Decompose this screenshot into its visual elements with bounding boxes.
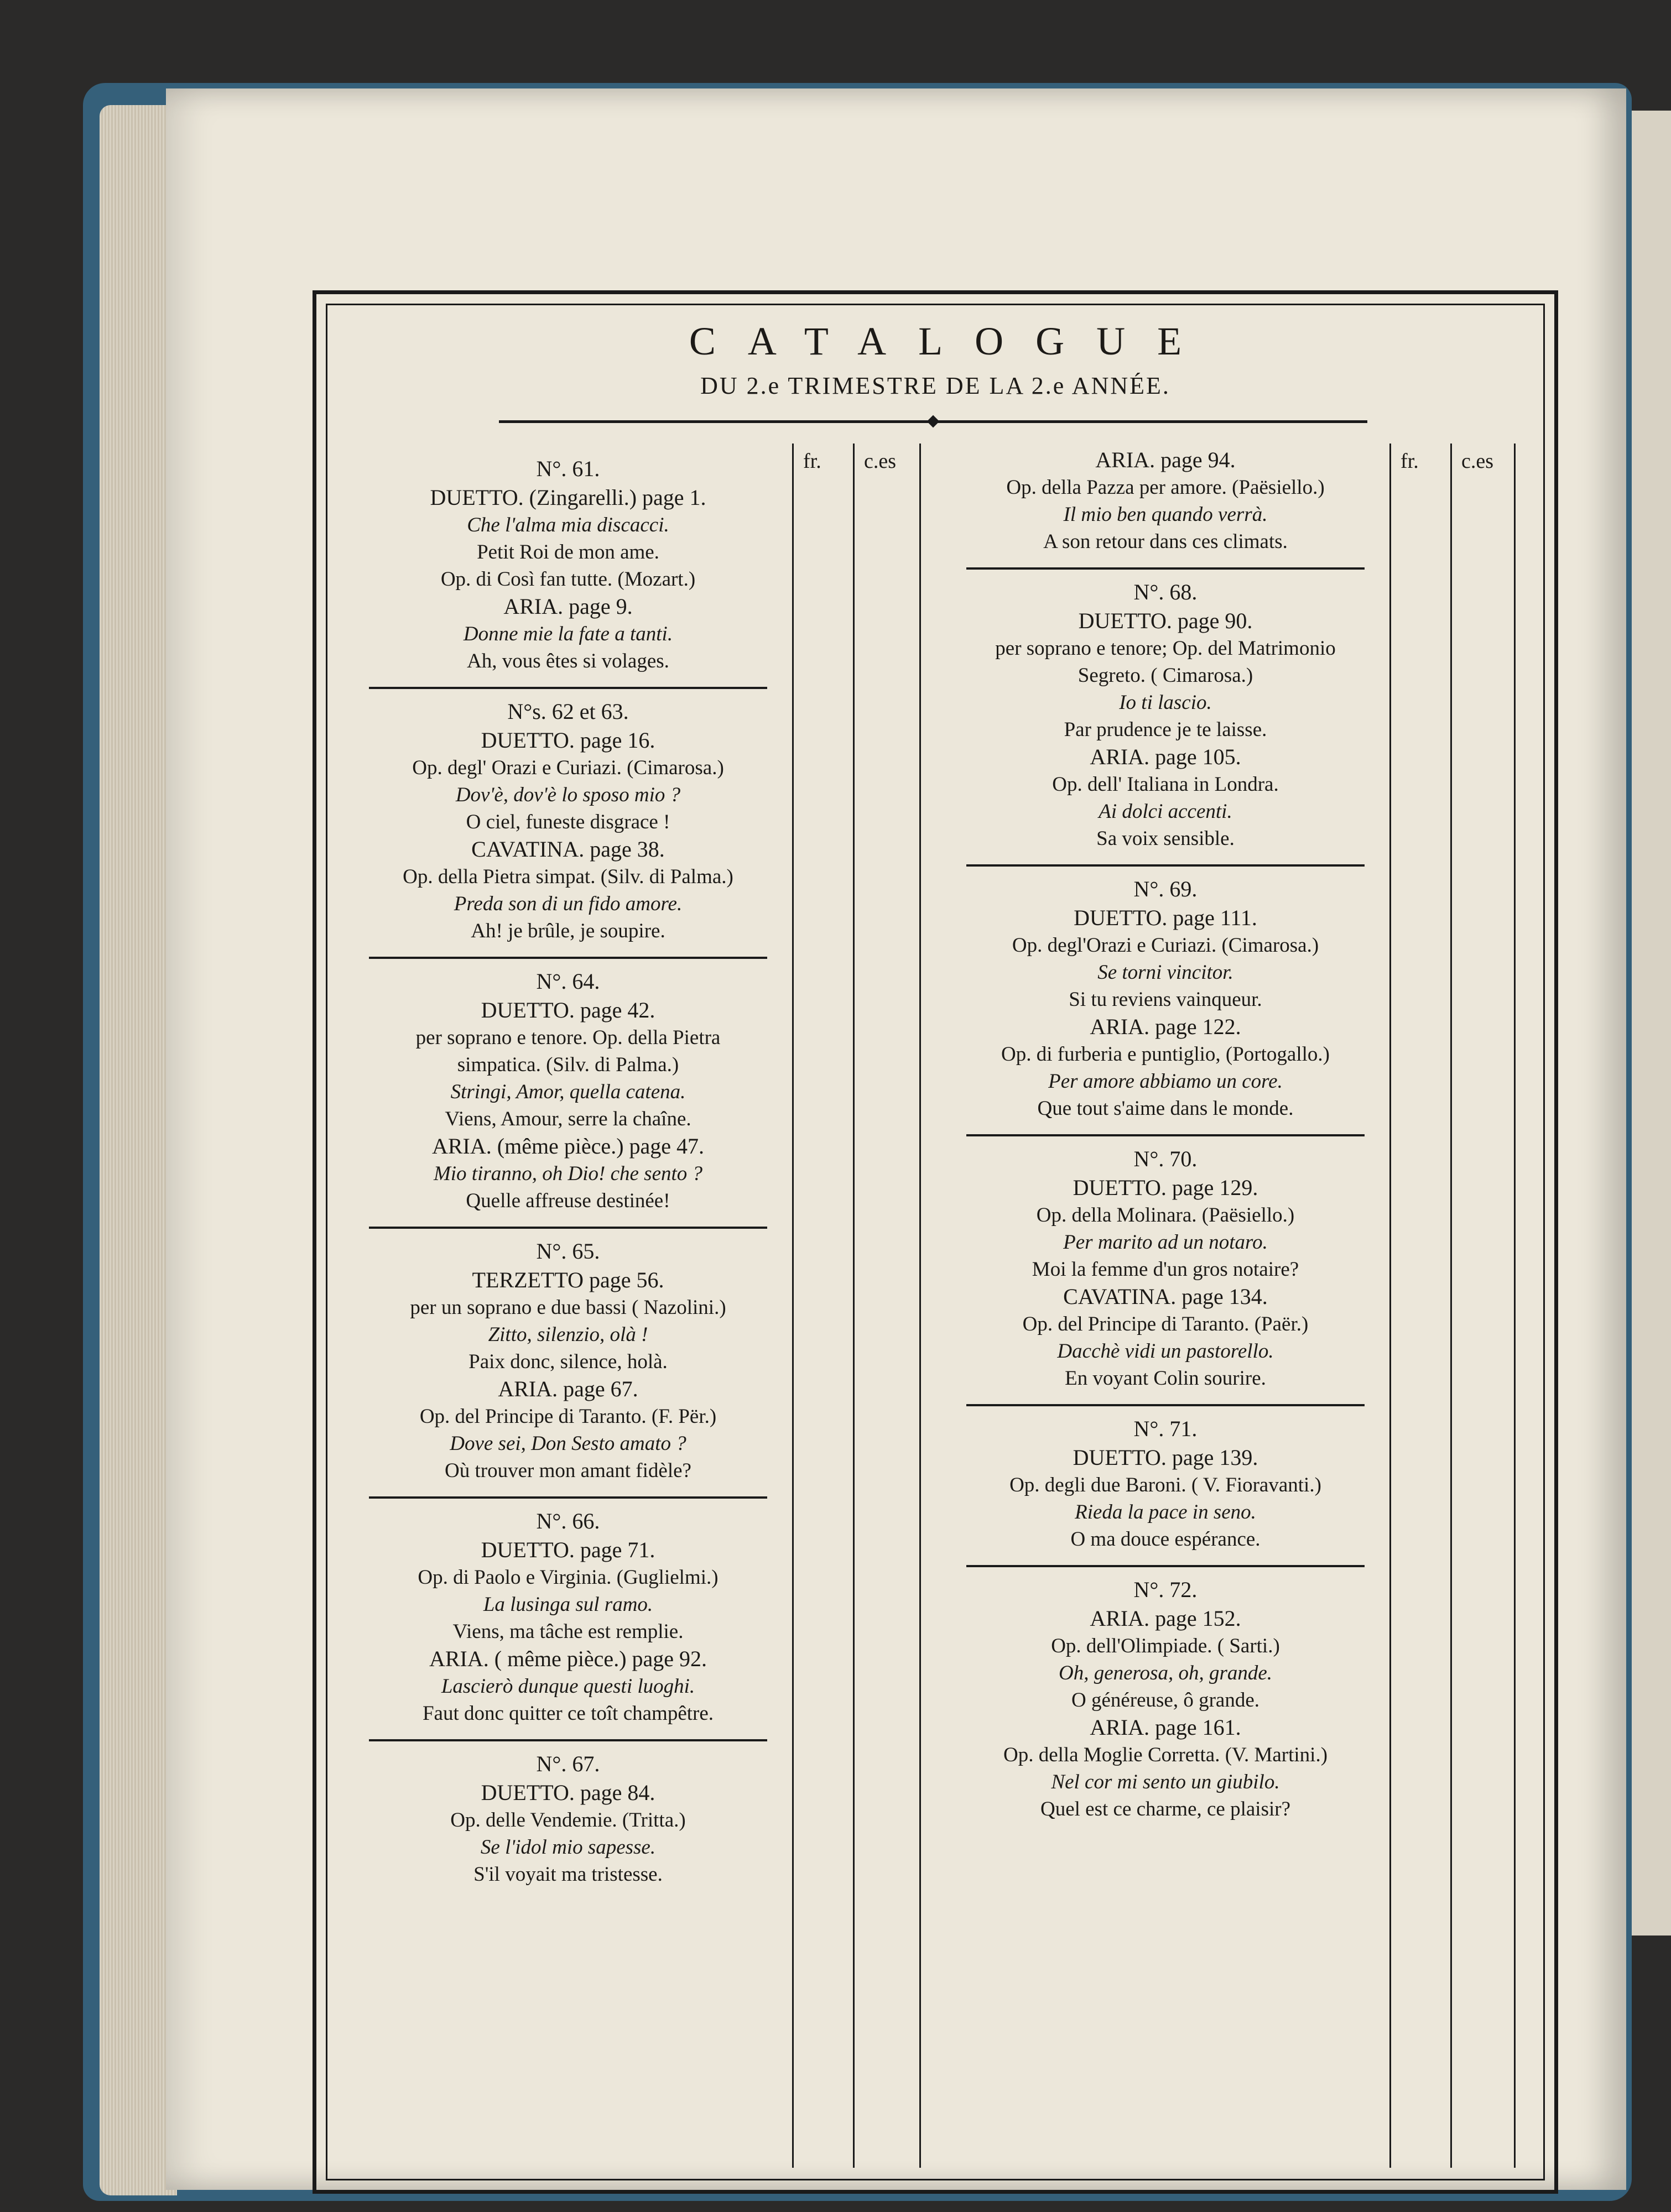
piece-heading: CAVATINA. page 134. [1063, 1284, 1268, 1309]
piece-heading: ARIA. ( même pièce.) page 92. [429, 1646, 707, 1671]
catalogue-entry [358, 454, 778, 675]
french-incipit: Où trouver mon amant fidèle? [445, 1459, 691, 1482]
french-incipit: Viens, Amour, serre la chaîne. [445, 1108, 691, 1130]
french-incipit: Paix donc, silence, holà. [468, 1350, 668, 1373]
italian-incipit: La lusinga sul ramo. [483, 1593, 653, 1616]
italian-incipit: Ai dolci accenti. [1099, 800, 1232, 823]
italian-incipit: Dov'è, dov'è lo sposo mio ? [455, 784, 681, 806]
french-incipit: Par prudence je te laisse. [1064, 718, 1267, 741]
col-header-centimes: c.es [1461, 450, 1494, 473]
page-title: CATALOGUE [689, 319, 1214, 363]
catalogue-entry [955, 577, 1376, 852]
entry-number: N°. 67. [536, 1751, 600, 1776]
column-rule [792, 444, 794, 2168]
catalogue-entry [358, 1749, 778, 1888]
italian-incipit: Per marito ad un notaro. [1063, 1231, 1268, 1254]
opera-line: Op. degl'Orazi e Curiazi. (Cimarosa.) [1012, 934, 1319, 957]
french-incipit: Quelle affreuse destinée! [466, 1190, 670, 1212]
french-incipit: Ah, vous êtes si volages. [467, 650, 669, 672]
opera-line: Op. degl' Orazi e Curiazi. (Cimarosa.) [412, 757, 724, 779]
french-incipit: O généreuse, ô grande. [1071, 1689, 1260, 1712]
italian-incipit: Se l'idol mio sapesse. [480, 1836, 656, 1859]
piece-heading: ARIA. page 67. [498, 1376, 638, 1401]
italian-incipit: Preda son di un fido amore. [454, 893, 683, 915]
italian-incipit: Zitto, silenzio, olà ! [488, 1323, 648, 1346]
catalogue-entry [358, 1237, 778, 1484]
opera-line: Op. della Molinara. (Paësiello.) [1036, 1204, 1295, 1227]
entry-separator [966, 567, 1365, 570]
catalogue-entry [955, 446, 1376, 555]
catalogue-header [316, 316, 1554, 400]
ornament-rule [499, 416, 1367, 427]
entry-number: N°. 65. [536, 1239, 600, 1264]
entry-separator [369, 1227, 767, 1229]
page-edges [100, 105, 177, 2195]
italian-incipit: Il mio ben quando verrà. [1063, 503, 1268, 526]
opera-line: per soprano e tenore. Op. della Pietra [415, 1026, 721, 1049]
piece-heading: DUETTO. (Zingarelli.) page 1. [430, 485, 706, 510]
entry-separator [369, 957, 767, 959]
entry-separator [966, 864, 1365, 867]
opera-line: per un soprano e due bassi ( Nazolini.) [410, 1296, 726, 1319]
entry-number: N°. 66. [536, 1509, 600, 1533]
french-incipit: Petit Roi de mon ame. [477, 541, 659, 564]
piece-heading: ARIA. page 152. [1090, 1606, 1241, 1631]
column-rule [853, 444, 855, 2168]
col-header-francs: fr. [803, 450, 821, 473]
french-incipit: Faut donc quitter ce toît champêtre. [422, 1702, 714, 1725]
column-rule [1450, 444, 1452, 2168]
catalogue-entry [955, 1144, 1376, 1392]
piece-heading: ARIA. (même pièce.) page 47. [431, 1134, 705, 1159]
french-incipit: O ma douce espérance. [1070, 1528, 1261, 1551]
opera-line: Op. del Principe di Taranto. (Paër.) [1022, 1313, 1309, 1335]
piece-heading: ARIA. page 9. [503, 594, 633, 619]
right-column [955, 446, 1376, 1823]
french-incipit: Que tout s'aime dans le monde. [1037, 1097, 1294, 1120]
col-header-francs: fr. [1401, 450, 1419, 473]
opera-line: Op. di furberia e puntiglio, (Portogallo.) [1001, 1043, 1330, 1066]
italian-incipit: Stringi, Amor, quella catena. [450, 1081, 686, 1103]
french-incipit: O ciel, funeste disgrace ! [466, 811, 670, 833]
catalogue-frame [313, 290, 1558, 2194]
piece-heading: DUETTO. page 16. [481, 728, 655, 753]
piece-heading: ARIA. page 161. [1090, 1715, 1241, 1740]
entry-number: N°. 72. [1133, 1577, 1198, 1602]
catalogue-entry [358, 1506, 778, 1727]
entry-separator [966, 1565, 1365, 1567]
opera-line: Op. del Principe di Taranto. (F. Për.) [419, 1405, 717, 1428]
entry-number: N°. 68. [1133, 580, 1198, 604]
diamond-ornament [927, 415, 940, 428]
piece-heading: DUETTO. page 111. [1074, 905, 1257, 930]
italian-incipit: Rieda la pace in seno. [1075, 1501, 1256, 1524]
italian-incipit: Se torni vincitor. [1097, 961, 1233, 984]
next-page-edge [1632, 111, 1671, 1936]
french-incipit: Ah! je brûle, je soupire. [471, 920, 665, 942]
entry-number: N°. 61. [536, 456, 600, 481]
entry-number: N°. 64. [536, 969, 600, 994]
piece-heading: DUETTO. page 84. [481, 1780, 655, 1805]
piece-heading: TERZETTO page 56. [472, 1267, 664, 1292]
entry-separator [966, 1404, 1365, 1406]
opera-line: Op. dell' Italiana in Londra. [1052, 773, 1279, 796]
page-subtitle: DU 2.e TRIMESTRE DE LA 2.e ANNÉE. [700, 372, 1170, 399]
italian-incipit: Nel cor mi sento un giubilo. [1051, 1771, 1280, 1793]
piece-heading: DUETTO. page 139. [1073, 1445, 1258, 1470]
entry-separator [966, 1134, 1365, 1136]
italian-incipit: Donne mie la fate a tanti. [463, 623, 673, 645]
column-rule [1389, 444, 1391, 2168]
column-rule [919, 444, 921, 2168]
italian-incipit: Dacchè vidi un pastorello. [1057, 1340, 1274, 1363]
entry-number: N°. 71. [1133, 1416, 1198, 1441]
opera-line: Op. delle Vendemie. (Tritta.) [450, 1809, 686, 1832]
opera-line: Op. della Pazza per amore. (Paësiello.) [1006, 476, 1325, 499]
piece-heading: ARIA. page 94. [1095, 447, 1236, 472]
french-incipit: En voyant Colin sourire. [1065, 1367, 1266, 1390]
piece-heading: CAVATINA. page 38. [471, 837, 665, 862]
french-incipit: S'il voyait ma tristesse. [473, 1863, 663, 1886]
italian-incipit: Per amore abbiamo un core. [1048, 1070, 1283, 1093]
french-incipit: Sa voix sensible. [1096, 827, 1235, 850]
piece-heading: ARIA. page 122. [1090, 1014, 1241, 1039]
italian-incipit: Mio tiranno, oh Dio! che sento ? [433, 1162, 703, 1185]
piece-heading: ARIA. page 105. [1090, 744, 1241, 769]
french-incipit: Si tu reviens vainqueur. [1069, 988, 1262, 1011]
catalogue-entry [955, 1414, 1376, 1553]
opera-line: Segreto. ( Cimarosa.) [1077, 664, 1253, 687]
opera-line: simpatica. (Silv. di Palma.) [457, 1053, 679, 1076]
catalogue-entry [955, 874, 1376, 1122]
entry-number: N°. 70. [1133, 1146, 1198, 1171]
opera-line: per soprano e tenore; Op. del Matrimonio [995, 637, 1336, 660]
opera-line: Op. degli due Baroni. ( V. Fioravanti.) [1009, 1474, 1321, 1496]
piece-heading: DUETTO. page 42. [481, 998, 655, 1022]
opera-line: Op. di Paolo e Virginia. (Guglielmi.) [418, 1566, 719, 1589]
italian-incipit: Che l'alma mia discacci. [467, 514, 669, 536]
entry-number: N°s. 62 et 63. [507, 699, 629, 724]
left-column [358, 446, 778, 1888]
french-incipit: Moi la femme d'un gros notaire? [1032, 1258, 1299, 1281]
catalogue-entry [955, 1575, 1376, 1823]
italian-incipit: Lascierò dunque questi luoghi. [441, 1675, 695, 1698]
french-incipit: Viens, ma tâche est remplie. [452, 1620, 684, 1643]
opera-line: Op. di Così fan tutte. (Mozart.) [440, 568, 696, 591]
french-incipit: A son retour dans ces climats. [1043, 530, 1288, 553]
catalogue-entry [358, 967, 778, 1214]
entry-number: N°. 69. [1133, 877, 1198, 901]
italian-incipit: Io ti lascio. [1119, 691, 1212, 714]
piece-heading: DUETTO. page 129. [1073, 1175, 1258, 1200]
entry-separator [369, 1496, 767, 1499]
piece-heading: DUETTO. page 71. [481, 1537, 655, 1562]
col-header-centimes: c.es [864, 450, 897, 473]
catalogue-entry [358, 697, 778, 945]
entry-separator [369, 1739, 767, 1741]
opera-line: Op. della Moglie Corretta. (V. Martini.) [1003, 1744, 1328, 1766]
italian-incipit: Oh, generosa, oh, grande. [1058, 1662, 1273, 1684]
french-incipit: Quel est ce charme, ce plaisir? [1040, 1798, 1290, 1820]
opera-line: Op. della Pietra simpat. (Silv. di Palma.) [403, 865, 733, 888]
piece-heading: DUETTO. page 90. [1078, 608, 1253, 633]
italian-incipit: Dove sei, Don Sesto amato ? [450, 1432, 686, 1455]
column-rule [1514, 444, 1516, 2168]
opera-line: Op. dell'Olimpiade. ( Sarti.) [1051, 1635, 1280, 1657]
entry-separator [369, 687, 767, 689]
